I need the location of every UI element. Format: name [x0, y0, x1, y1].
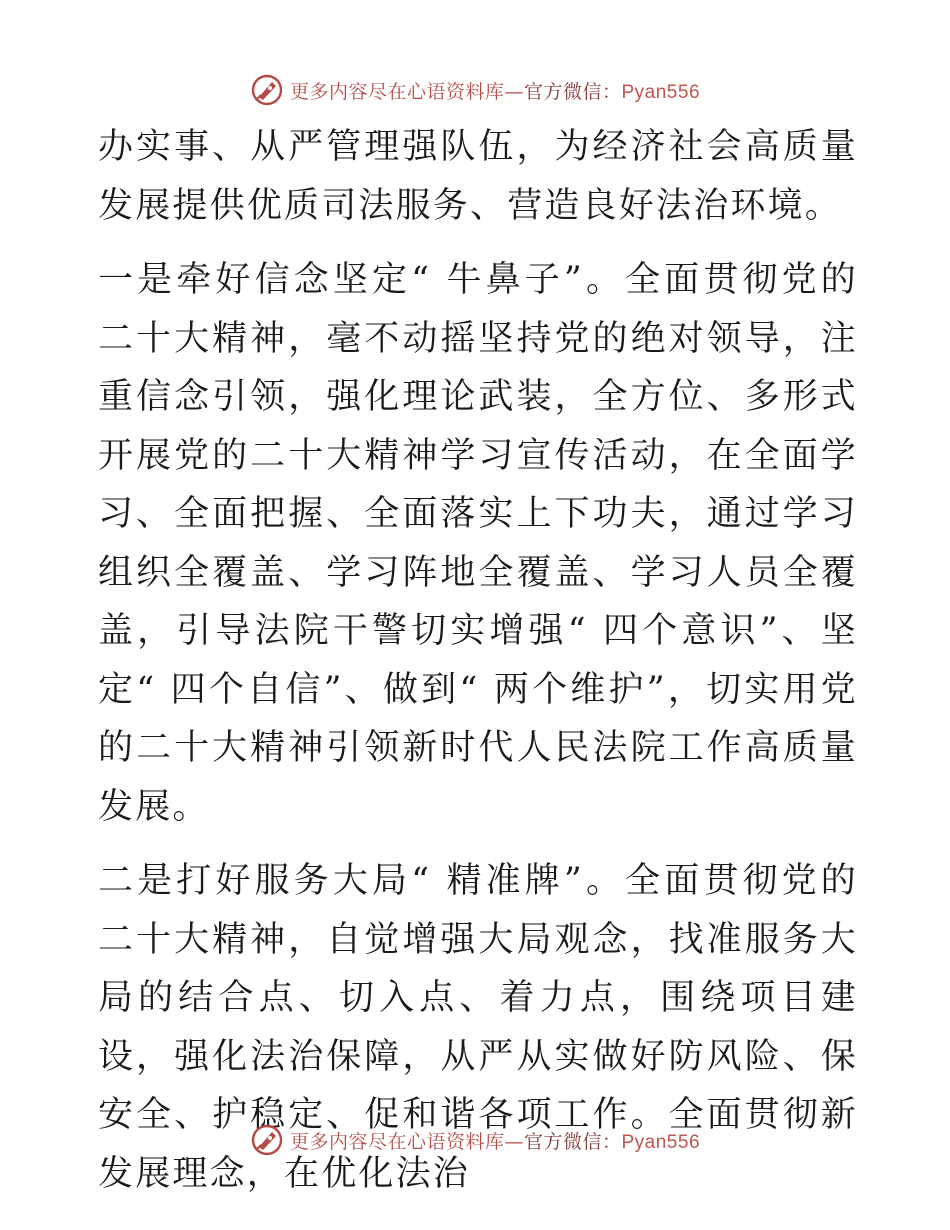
pen-nib-logo-icon: [250, 1123, 284, 1157]
footer-wechat-label: 官方微信：: [523, 1130, 622, 1153]
header-separator: —: [504, 80, 524, 103]
footer-wechat-id: Pyan556: [621, 1131, 701, 1153]
header-wechat-label: 官方微信：: [523, 80, 622, 103]
header-brand: 更多内容尽在心语资料库: [289, 80, 505, 103]
header-banner: [0, 70, 950, 110]
paragraph: 办实事、从严管理强队伍，为经济社会高质量发展提供优质司法服务、营造良好法治环境。: [98, 127, 858, 226]
pen-nib-logo-icon: [250, 73, 284, 107]
header-wechat-id: Pyan556: [621, 81, 701, 103]
footer-banner: [0, 1120, 950, 1160]
footer-brand: 更多内容尽在心语资料库: [289, 1130, 505, 1153]
footer-separator: —: [504, 1130, 524, 1153]
footer-banner-text: [290, 1127, 700, 1154]
paragraph: 一是牵好信念坚定“ 牛鼻子”。全面贯彻党的二十大精神，毫不动摇坚持党的绝对领导，注重信念引领，强化理论武装，全方位、多形式开展党的二十大精神学习宣传活动，在全面学习、全面把握、全面落实上下功夫，通过学习组织全覆盖、学习阵地全覆盖、学习人员全覆盖，引导法院干警切实增强“ 四个意识”、坚定“ 四个自信”、做到“ 两个维护”，切实用党的二十大精神引领新时代人民法院工作高质量发展。: [98, 260, 858, 827]
paragraph: 二是打好服务大局“ 精准牌”。全面贯彻党的二十大精神，自觉增强大局观念，找准服务大局的结合点、切入点、着力点，围绕项目建设，强化法治保障，从严从实做好防风险、保安全、护稳定、促和谐各项工作。全面贯彻新发展理念，在优化法治: [98, 861, 858, 1194]
document-body: [98, 118, 858, 1203]
header-banner-text: [290, 77, 700, 104]
